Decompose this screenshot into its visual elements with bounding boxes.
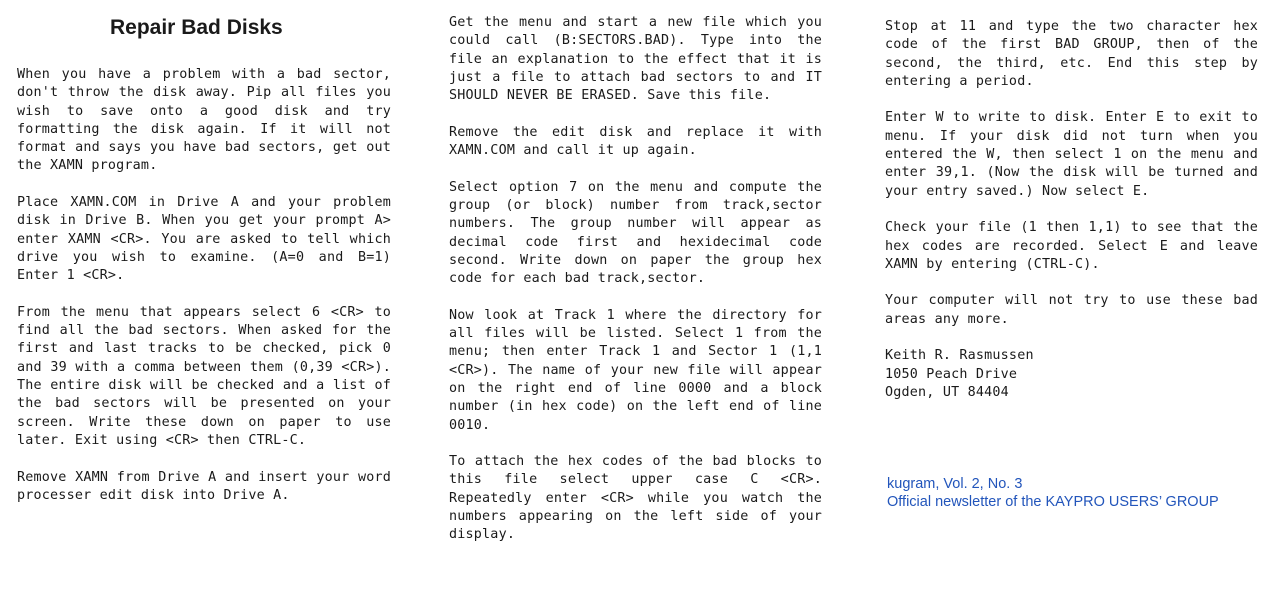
paragraph: Check your file (1 then 1,1) to see that the hex codes are recorded. Select E and leave XAMN by entering (CTRL-C). <box>885 220 1258 272</box>
column-3 <box>885 18 1258 402</box>
column-1 <box>17 66 391 523</box>
author-city: Ogden, UT 84404 <box>885 384 1009 400</box>
paragraph: Your computer will not try to use these bad areas any more. <box>885 293 1258 327</box>
paragraph: Remove the edit disk and replace it with XAMN.COM and call it up again. <box>449 124 822 159</box>
author-street: 1050 Peach Drive <box>885 366 1018 382</box>
credit-line-2: Official newsletter of the KAYPRO USERS’ GROUP <box>887 494 1219 510</box>
paragraph: Select option 7 on the menu and compute the group (or block) number from track,sector numbers. The group number will appear as decimal code first and hexidecimal code second. Write down on paper the group hex code for each bad track,sector. <box>449 179 822 287</box>
paragraph: When you have a problem with a bad sector, don't throw the disk away. Pip all files you wish to save onto a good disk and try formatting the disk again. If it will not format and says you have bad sectors, get out the XAMN program. <box>17 67 391 174</box>
paragraph: Remove XAMN from Drive A and insert your word processer edit disk into Drive A. <box>17 469 391 503</box>
column-2 <box>449 14 822 563</box>
paragraph: Enter W to write to disk. Enter E to exit to menu. If your disk did not turn when you entered the W, then select 1 on the menu and enter 39,1. (Now the disk will be turned and your entry saved.) Now select E. <box>885 110 1258 199</box>
paragraph: To attach the hex codes of the bad blocks to this file select upper case C <CR>. Repeatedly enter <CR> while you watch the numbers appearing on the left side of your display. <box>449 454 822 543</box>
paragraph: Now look at Track 1 where the directory for all files will be listed. Select 1 from the menu; then enter Track 1 and Sector 1 (1,1 <CR>). The name of your new file will appear on the right end of line 0000 and a block number (in hex code) on the left end of line 0010. <box>449 307 822 433</box>
author-name: Keith R. Rasmussen <box>885 348 1034 364</box>
paragraph: Get the menu and start a new file which you could call (B:SECTORS.BAD). Type into the file an explanation to the effect that it is just a file to attach bad sectors to and IT SHOULD NEVER BE ERASED. Save this file. <box>449 15 822 104</box>
credit-line-1: kugram, Vol. 2, No. 3 <box>887 476 1023 492</box>
paragraph: Stop at 11 and type the two character hex code of the first BAD GROUP, then of the second, the third, etc. End this step by entering a period. <box>885 19 1258 89</box>
source-credit <box>887 475 1219 511</box>
paragraph: Place XAMN.COM in Drive A and your problem disk in Drive B. When you get your prompt A> enter XAMN <CR>. You are asked to tell which drive you wish to examine. (A=0 and B=1) Enter 1 <CR>. <box>17 195 391 284</box>
paragraph: From the menu that appears select 6 <CR> to find all the bad sectors. When asked for the first and last tracks to be checked, pick 0 and 39 with a comma between them (0,39 <CR>). The entire disk will be checked and a list of the bad sectors will be presented on your screen. Write these down on paper to use later. Exit using <CR> then CTRL-C. <box>17 304 391 448</box>
article-title: Repair Bad Disks <box>110 16 283 39</box>
author-signature <box>885 347 1258 402</box>
